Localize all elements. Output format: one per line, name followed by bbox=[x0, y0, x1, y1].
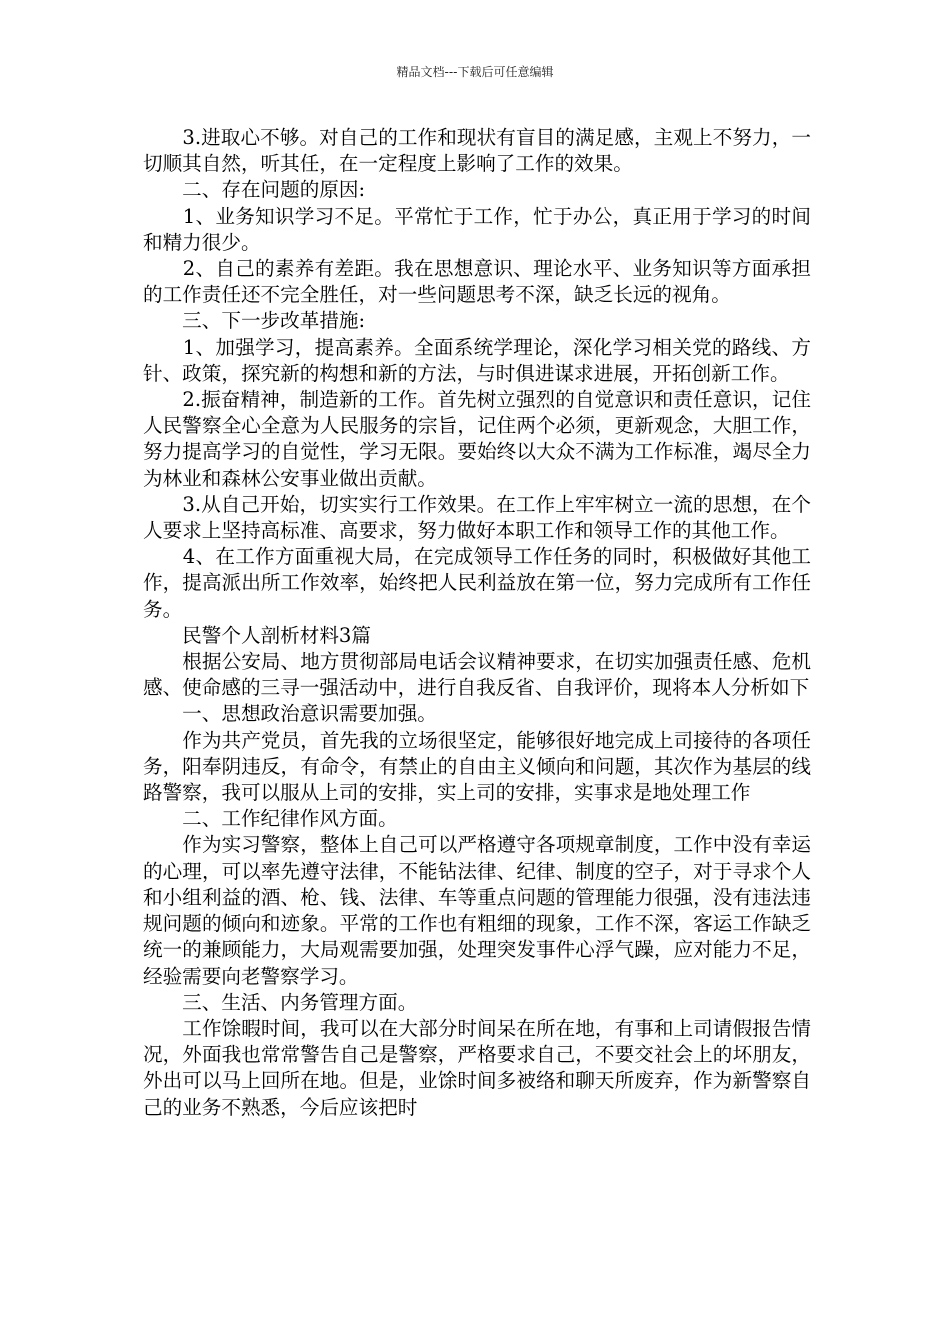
section-heading: 一、思想政治意识需要加强。 bbox=[143, 702, 437, 726]
paragraph: 作为共产党员，首先我的立场很坚定，能够很好地完成上司接待的各项任务，阳奉阴违反，有命令，有禁止的自由主义倾向和问题，其次作为基层的线路警察，我可以服从上司的安排，实上司的安排，实事求是地处理工作 bbox=[143, 728, 811, 805]
paragraph: 3.从自己开始，切实实行工作效果。在工作上牢牢树立一流的思想，在个人要求上坚持高标准、高要求，努力做好本职工作和领导工作的其他工作。 bbox=[143, 492, 811, 543]
paragraph: 作为实习警察，整体上自己可以严格遵守各项规章制度，工作中没有幸运的心理，可以率先遵守法律，不能钻法律、纪律、制度的空子，对于寻求个人和小组利益的酒、枪、钱、法律、车等重点问题的管理能力很强，没有违法违规问题的倾向和迹象。平常的工作也有粗细的现象，工作不深，客运工作缺乏统一的兼顾能力，大局观需要加强，处理突发事件心浮气躁，应对能力不足，经验需要向老警察学习。 bbox=[143, 833, 811, 988]
paragraph: 1、加强学习，提高素养。全面系统学理论，深化学习相关党的路线、方针、政策，探究新的构想和新的方法，与时俱进谋求进展，开拓创新工作。 bbox=[143, 335, 811, 385]
page-header: 精品文档---下载后可任意编辑 bbox=[396, 65, 554, 79]
paragraph: 2、自己的素养有差距。我在思想意识、理论水平、业务知识等方面承担的工作责任还不完全胜任，对一些问题思考不深，缺乏长远的视角。 bbox=[143, 257, 811, 307]
section-heading: 三、下一步改革措施: bbox=[143, 309, 366, 333]
paragraph: 1、业务知识学习不足。平常忙于工作，忙于办公，真正用于学习的时间和精力很少。 bbox=[143, 204, 811, 254]
paragraph: 4、在工作方面重视大局，在完成领导工作任务的同时，积极做好其他工作，提高派出所工作效率，始终把人民利益放在第一位，努力完成所有工作任务。 bbox=[143, 545, 811, 621]
paragraph: 3.进取心不够。对自己的工作和现状有盲目的满足感，主观上不努力，一切顺其自然，听其任，在一定程度上影响了工作的效果。 bbox=[143, 126, 811, 176]
paragraph: 工作馀暇时间，我可以在大部分时间呆在所在地，有事和上司请假报告情况，外面我也常常警告自己是警察，严格要求自己，不要交社会上的坏朋友，外出可以马上回所在地。但是，业馀时间多被络和聊天所废弃，作为新警察自己的业务不熟悉，今后应该把时 bbox=[143, 1016, 811, 1119]
paragraph: 2.振奋精神，制造新的工作。首先树立强烈的自觉意识和责任意识，记住人民警察全心全意为人民服务的宗旨，记住两个必须，更新观念，大胆工作，努力提高学习的自觉性，学习无限。要始终以大众不满为工作标准，竭尽全力为林业和森林公安事业做出贡献。 bbox=[143, 388, 811, 490]
section-heading: 三、生活、内务管理方面。 bbox=[143, 990, 418, 1014]
section-heading: 二、工作纪律作风方面。 bbox=[143, 807, 398, 831]
document-body bbox=[143, 125, 811, 1121]
paragraph: 根据公安局、地方贯彻部局电话会议精神要求，在切实加强责任感、危机感、使命感的三寻一强活动中，进行自我反省、自我评价，现将本人分析如下 bbox=[143, 650, 811, 700]
document-title: 民警个人剖析材料3篇 bbox=[143, 623, 371, 647]
section-heading: 二、存在问题的原因: bbox=[143, 178, 366, 202]
